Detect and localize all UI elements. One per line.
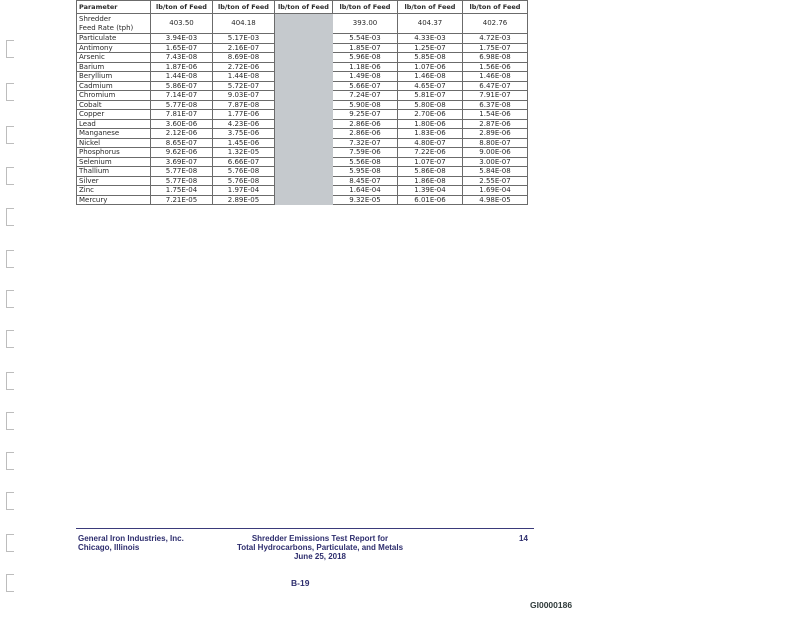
row-label: Manganese	[77, 129, 151, 139]
table-row-feed-rate	[77, 14, 528, 34]
table-cell: 5.95E-08	[333, 167, 398, 177]
table-cell: 5.54E-03	[333, 34, 398, 44]
punch-hole-mark	[6, 574, 14, 592]
table-cell: 7.87E-08	[213, 100, 275, 110]
table-cell: 5.77E-08	[151, 100, 213, 110]
row-label: Particulate	[77, 34, 151, 44]
table-cell: 7.43E-08	[151, 53, 213, 63]
table-row	[77, 34, 528, 44]
table-cell: 2.89E-05	[213, 195, 275, 205]
footer-title-line: Total Hydrocarbons, Particulate, and Metals	[236, 543, 404, 552]
table-cell: 7.22E-06	[398, 148, 463, 158]
table-cell-shaded	[275, 53, 333, 63]
table-cell: 1.97E-04	[213, 186, 275, 196]
column-header: Parameter	[77, 1, 151, 14]
table-cell: 6.66E-07	[213, 157, 275, 167]
table-row	[77, 43, 528, 53]
table-cell: 6.98E-08	[463, 53, 528, 63]
table-cell: 1.07E-07	[398, 157, 463, 167]
table-cell: 5.90E-08	[333, 100, 398, 110]
row-label: Phosphorus	[77, 148, 151, 158]
footer-title-line: June 25, 2018	[293, 552, 347, 561]
table-cell-shaded	[275, 91, 333, 101]
column-header: lb/ton of Feed	[151, 1, 213, 14]
table-cell: 5.77E-08	[151, 176, 213, 186]
table-cell: 1.77E-06	[213, 110, 275, 120]
table-cell: 4.72E-03	[463, 34, 528, 44]
row-label: Silver	[77, 176, 151, 186]
table-cell: 8.69E-08	[213, 53, 275, 63]
table-row	[77, 176, 528, 186]
table-cell-shaded	[275, 138, 333, 148]
table-cell: 8.65E-07	[151, 138, 213, 148]
table-row	[77, 129, 528, 139]
row-label: Arsenic	[77, 53, 151, 63]
table-cell: 7.21E-05	[151, 195, 213, 205]
row-label: Lead	[77, 119, 151, 129]
bates-number: GI0000186	[530, 600, 573, 610]
punch-hole-mark	[6, 330, 14, 348]
row-label-line: Feed Rate (tph)	[79, 23, 134, 32]
table-row	[77, 110, 528, 120]
table-cell: 5.86E-08	[398, 167, 463, 177]
table-cell: 8.80E-07	[463, 138, 528, 148]
column-header: lb/ton of Feed	[213, 1, 275, 14]
footer-city: Chicago, Illinois	[78, 543, 140, 552]
footer-page-number: 14	[519, 534, 528, 543]
table-cell: 1.56E-06	[463, 62, 528, 72]
table-cell: 2.70E-06	[398, 110, 463, 120]
table-row	[77, 148, 528, 158]
table-cell: 1.69E-04	[463, 186, 528, 196]
table-cell: 5.76E-08	[213, 167, 275, 177]
table-cell-shaded	[275, 81, 333, 91]
appendix-page-number: B-19	[291, 578, 310, 588]
punch-hole-mark	[6, 250, 14, 268]
table-cell: 5.84E-08	[463, 167, 528, 177]
row-label: Antimony	[77, 43, 151, 53]
column-header: lb/ton of Feed	[463, 1, 528, 14]
table-row	[77, 62, 528, 72]
emissions-table	[76, 0, 528, 205]
table-cell: 5.80E-08	[398, 100, 463, 110]
table-cell: 9.25E-07	[333, 110, 398, 120]
table-cell-shaded	[275, 157, 333, 167]
table-cell: 9.62E-06	[151, 148, 213, 158]
punch-hole-mark	[6, 372, 14, 390]
table-cell-shaded	[275, 14, 333, 34]
table-cell: 7.24E-07	[333, 91, 398, 101]
row-label: Beryllium	[77, 72, 151, 82]
table-cell: 3.69E-07	[151, 157, 213, 167]
footer-report-title	[230, 534, 410, 561]
table-cell-shaded	[275, 34, 333, 44]
table-cell-shaded	[275, 167, 333, 177]
table-cell: 5.77E-08	[151, 167, 213, 177]
footer-company: General Iron Industries, Inc.	[78, 534, 184, 543]
table-cell: 4.33E-03	[398, 34, 463, 44]
table-cell: 1.39E-04	[398, 186, 463, 196]
table-row	[77, 72, 528, 82]
table-cell: 2.72E-06	[213, 62, 275, 72]
row-label: Cobalt	[77, 100, 151, 110]
table-cell-shaded	[275, 176, 333, 186]
table-cell: 4.65E-07	[398, 81, 463, 91]
table-row	[77, 186, 528, 196]
table-cell: 1.75E-04	[151, 186, 213, 196]
table-cell: 2.12E-06	[151, 129, 213, 139]
table-cell: 9.00E-06	[463, 148, 528, 158]
table-cell: 1.46E-08	[398, 72, 463, 82]
table-cell: 1.85E-07	[333, 43, 398, 53]
table-cell: 1.83E-06	[398, 129, 463, 139]
table-cell-shaded	[275, 129, 333, 139]
table-cell: 5.72E-07	[213, 81, 275, 91]
column-header: lb/ton of Feed	[333, 1, 398, 14]
table-cell-shaded	[275, 119, 333, 129]
punch-hole-mark	[6, 208, 14, 226]
table-cell: 5.76E-08	[213, 176, 275, 186]
table-cell: 2.55E-07	[463, 176, 528, 186]
punch-hole-mark	[6, 290, 14, 308]
table-cell: 1.64E-04	[333, 186, 398, 196]
table-cell: 2.16E-07	[213, 43, 275, 53]
row-label: Nickel	[77, 138, 151, 148]
table-cell: 5.56E-08	[333, 157, 398, 167]
table-cell: 1.86E-08	[398, 176, 463, 186]
punch-hole-mark	[6, 126, 14, 144]
footer-title-line: Shredder Emissions Test Report for	[251, 534, 389, 543]
table-row	[77, 91, 528, 101]
row-label: Cadmium	[77, 81, 151, 91]
table-cell: 3.00E-07	[463, 157, 528, 167]
table-cell: 5.86E-07	[151, 81, 213, 91]
table-cell: 6.47E-07	[463, 81, 528, 91]
row-label: Chromium	[77, 91, 151, 101]
row-label: Selenium	[77, 157, 151, 167]
table-cell-shaded	[275, 110, 333, 120]
table-cell: 393.00	[333, 14, 398, 34]
table-cell-shaded	[275, 148, 333, 158]
table-cell: 7.91E-07	[463, 91, 528, 101]
table-cell: 404.18	[213, 14, 275, 34]
table-cell-shaded	[275, 72, 333, 82]
table-row	[77, 100, 528, 110]
table-row	[77, 81, 528, 91]
table-cell: 5.66E-07	[333, 81, 398, 91]
table-row	[77, 138, 528, 148]
table-row	[77, 167, 528, 177]
row-label: Barium	[77, 62, 151, 72]
footer-divider	[76, 528, 534, 529]
table-cell-shaded	[275, 62, 333, 72]
table-cell: 403.50	[151, 14, 213, 34]
table-cell: 1.32E-05	[213, 148, 275, 158]
table-cell: 1.75E-07	[463, 43, 528, 53]
column-header: lb/ton of Feed	[275, 1, 333, 14]
punch-hole-mark	[6, 40, 14, 58]
table-cell: 6.01E-06	[398, 195, 463, 205]
punch-hole-mark	[6, 492, 14, 510]
table-cell: 6.37E-08	[463, 100, 528, 110]
table-row	[77, 53, 528, 63]
table-cell: 2.87E-06	[463, 119, 528, 129]
table-cell-shaded	[275, 195, 333, 205]
punch-hole-mark	[6, 83, 14, 101]
table-cell-shaded	[275, 100, 333, 110]
table-cell: 1.45E-06	[213, 138, 275, 148]
table-cell: 2.86E-06	[333, 129, 398, 139]
table-cell: 1.07E-06	[398, 62, 463, 72]
punch-hole-mark	[6, 412, 14, 430]
row-label: Zinc	[77, 186, 151, 196]
punch-hole-mark	[6, 452, 14, 470]
row-label: Mercury	[77, 195, 151, 205]
table-cell: 1.54E-06	[463, 110, 528, 120]
table-cell: 7.14E-07	[151, 91, 213, 101]
table-header-row	[77, 1, 528, 14]
table-cell: 5.96E-08	[333, 53, 398, 63]
punch-hole-mark	[6, 534, 14, 552]
row-label-line: Shredder	[79, 14, 111, 23]
table-cell: 3.60E-06	[151, 119, 213, 129]
table-cell: 5.85E-08	[398, 53, 463, 63]
table-cell: 4.23E-06	[213, 119, 275, 129]
table-cell: 5.17E-03	[213, 34, 275, 44]
row-label-feed-rate	[77, 14, 151, 34]
table-cell: 4.98E-05	[463, 195, 528, 205]
table-cell: 1.46E-08	[463, 72, 528, 82]
column-header: lb/ton of Feed	[398, 1, 463, 14]
row-label: Thallium	[77, 167, 151, 177]
table-cell: 2.86E-06	[333, 119, 398, 129]
table-cell: 1.25E-07	[398, 43, 463, 53]
table-cell: 3.75E-06	[213, 129, 275, 139]
table-cell: 1.18E-06	[333, 62, 398, 72]
table-cell: 402.76	[463, 14, 528, 34]
table-row	[77, 157, 528, 167]
table-row	[77, 119, 528, 129]
emissions-table-container	[76, 0, 527, 205]
punch-hole-mark	[6, 167, 14, 185]
table-cell: 7.59E-06	[333, 148, 398, 158]
table-cell: 3.94E-03	[151, 34, 213, 44]
table-cell: 4.80E-07	[398, 138, 463, 148]
table-cell: 7.81E-07	[151, 110, 213, 120]
table-cell: 1.65E-07	[151, 43, 213, 53]
table-cell-shaded	[275, 186, 333, 196]
table-cell: 5.81E-07	[398, 91, 463, 101]
table-cell: 1.80E-06	[398, 119, 463, 129]
table-cell: 2.89E-06	[463, 129, 528, 139]
table-row	[77, 195, 528, 205]
table-cell: 9.32E-05	[333, 195, 398, 205]
table-cell: 1.44E-08	[151, 72, 213, 82]
row-label: Copper	[77, 110, 151, 120]
table-cell: 1.44E-08	[213, 72, 275, 82]
table-cell: 8.45E-07	[333, 176, 398, 186]
table-cell: 7.32E-07	[333, 138, 398, 148]
table-cell: 404.37	[398, 14, 463, 34]
table-cell: 1.49E-08	[333, 72, 398, 82]
table-cell: 9.03E-07	[213, 91, 275, 101]
table-cell: 1.87E-06	[151, 62, 213, 72]
table-cell-shaded	[275, 43, 333, 53]
